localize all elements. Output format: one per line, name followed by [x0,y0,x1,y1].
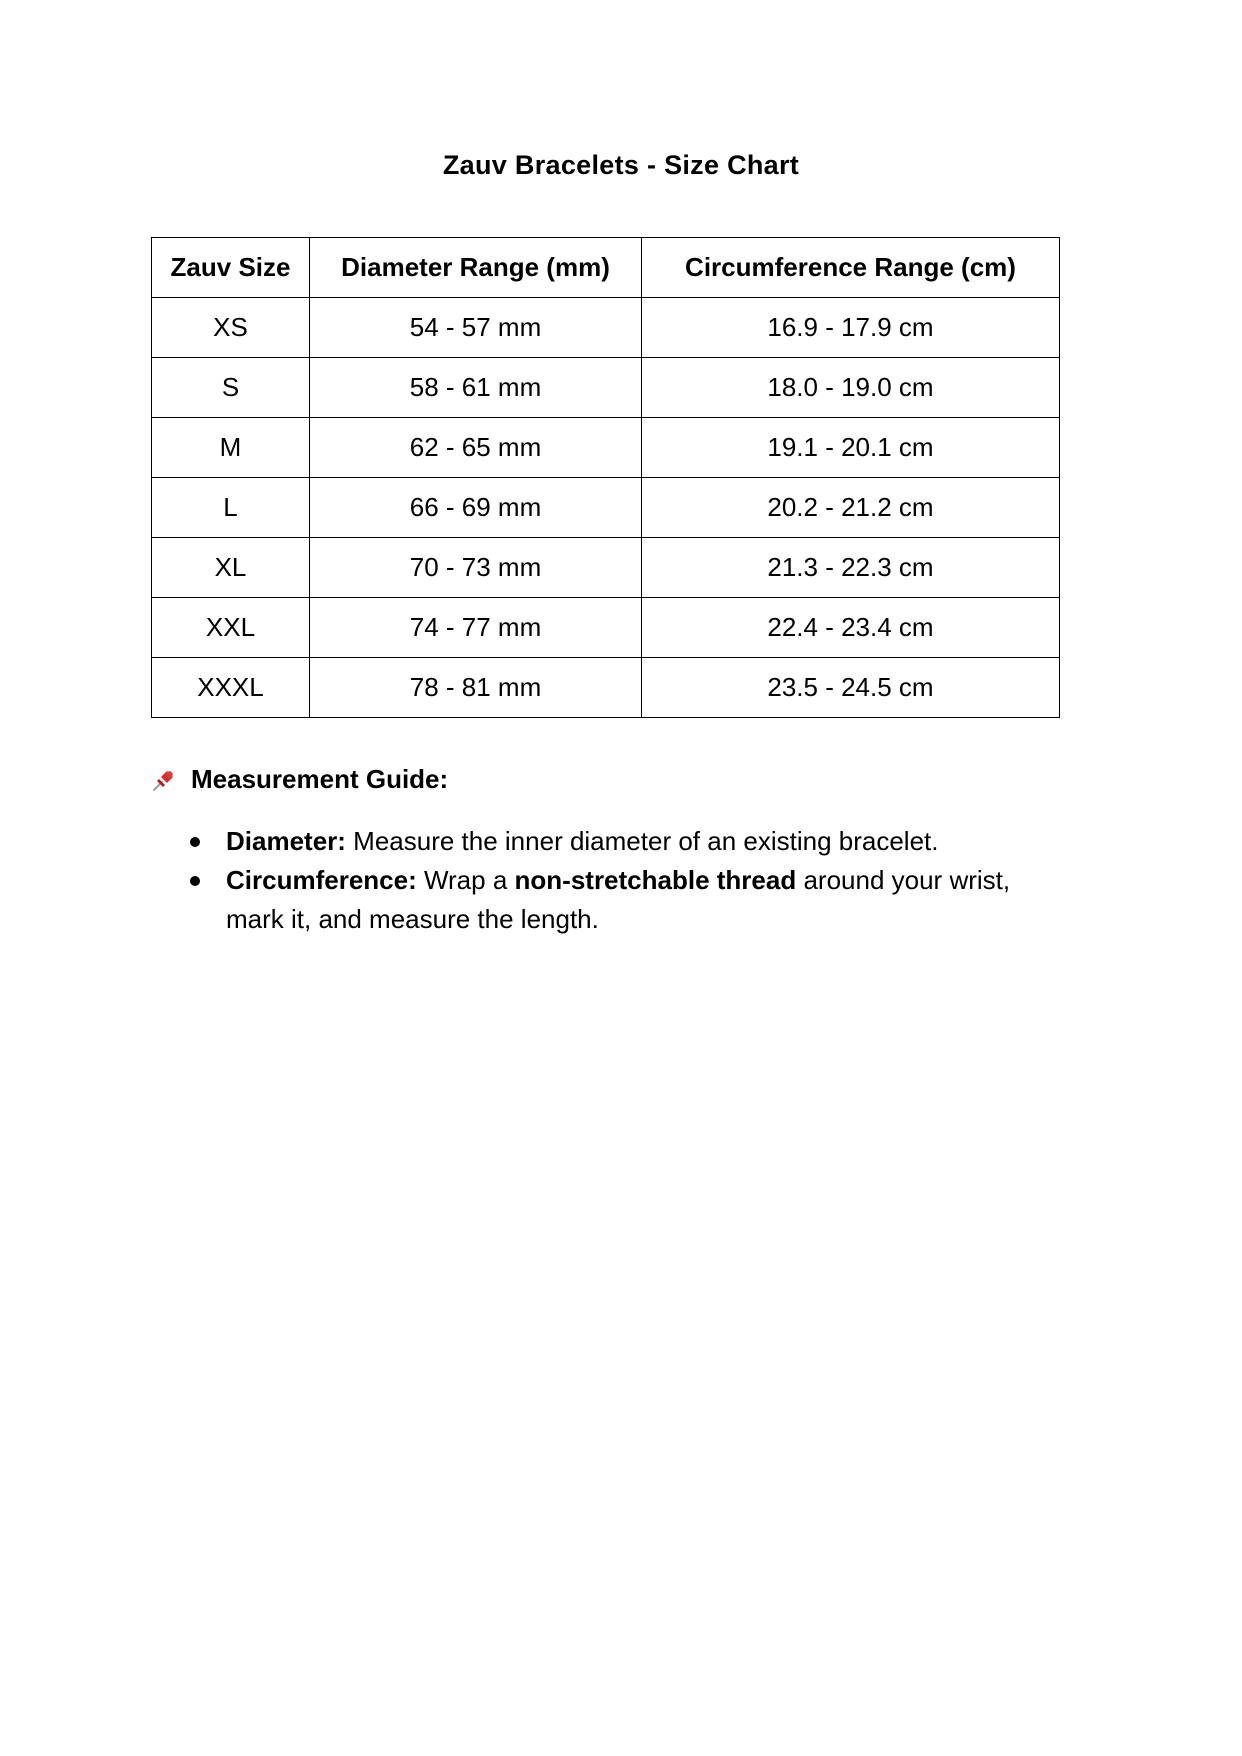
table-header-row [152,238,1060,298]
cell-size: XXXL [152,658,310,718]
table-row [152,538,1060,598]
table-row [152,298,1060,358]
cell-diameter: 58 - 61 mm [310,358,642,418]
cell-size: S [152,358,310,418]
item-emphasis: non-stretchable thread [514,865,797,895]
cell-circumference: 23.5 - 24.5 cm [642,658,1060,718]
cell-circumference: 22.4 - 23.4 cm [642,598,1060,658]
list-item [190,861,1070,939]
cell-diameter: 66 - 69 mm [310,478,642,538]
guide-heading-text: Measurement Guide: [191,764,449,794]
cell-diameter: 74 - 77 mm [310,598,642,658]
bullet-icon [190,837,200,847]
cell-circumference: 16.9 - 17.9 cm [642,298,1060,358]
measurement-guide-heading [151,764,448,795]
item-text: Measure the inner diameter of an existing bracelet. [345,826,939,856]
table-row [152,598,1060,658]
bullet-icon [190,876,200,886]
item-text: Wrap a [416,865,515,895]
cell-size: XXL [152,598,310,658]
list-item [190,822,1070,861]
item-text: around your wrist, mark it, and measure the length. [226,865,1011,934]
table-row [152,358,1060,418]
cell-diameter: 62 - 65 mm [310,418,642,478]
cell-size: XS [152,298,310,358]
page-title: Zauv Bracelets - Size Chart [442,150,800,180]
pushpin-icon [151,767,177,793]
item-label: Diameter: [226,826,346,856]
header-diameter: Diameter Range (mm) [310,238,642,298]
header-circumference: Circumference Range (cm) [642,238,1060,298]
cell-size: M [152,418,310,478]
header-size: Zauv Size [152,238,310,298]
size-chart-table [151,237,1060,718]
cell-diameter: 70 - 73 mm [310,538,642,598]
cell-circumference: 21.3 - 22.3 cm [642,538,1060,598]
cell-size: L [152,478,310,538]
cell-diameter: 54 - 57 mm [310,298,642,358]
table-row [152,658,1060,718]
cell-size: XL [152,538,310,598]
item-label: Circumference: [226,865,417,895]
table-row [152,478,1060,538]
table-row [152,418,1060,478]
measurement-guide-list [190,822,1070,939]
cell-circumference: 19.1 - 20.1 cm [642,418,1060,478]
cell-circumference: 18.0 - 19.0 cm [642,358,1060,418]
cell-diameter: 78 - 81 mm [310,658,642,718]
cell-circumference: 20.2 - 21.2 cm [642,478,1060,538]
